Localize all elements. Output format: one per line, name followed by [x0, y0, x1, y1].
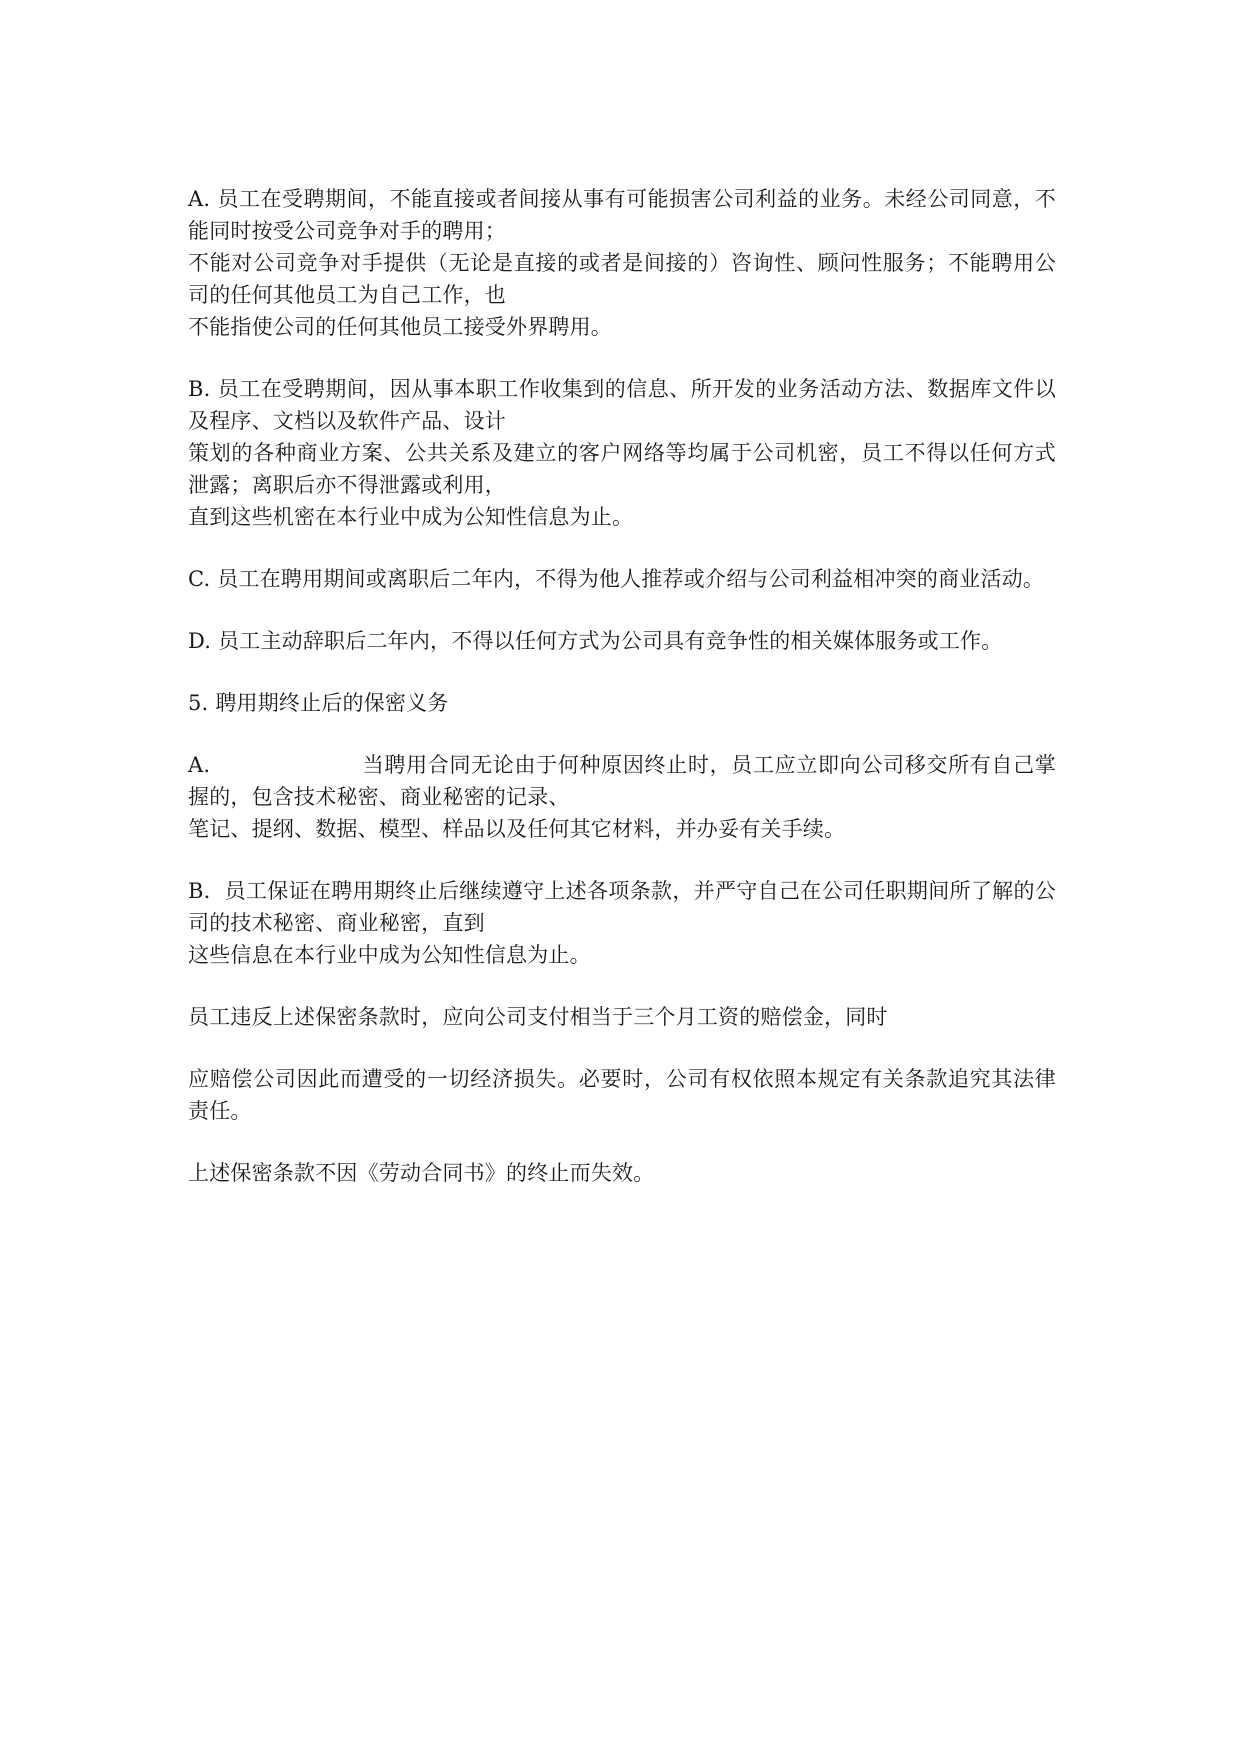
clause-label: B.: [188, 377, 211, 401]
penalty-clause-2: [188, 1063, 1056, 1127]
clause-label: D.: [188, 629, 212, 653]
clause-line: 不能对公司竞争对手提供（无论是直接的或者是间接的）咨询性、顾问性服务；不能聘用公司的任何其他员工为自己工作，也: [188, 251, 1056, 307]
clause-text: 员工保证在聘用期终止后继续遵守上述各项条款，并严守自己在公司任职期间所了解的公司的技术秘密、商业秘密，直到: [188, 879, 1056, 935]
clause-text: 员工在聘用期间或离职后二年内，不得为他人推荐或介绍与公司利益相冲突的商业活动。: [217, 567, 1045, 591]
section-heading-5: [188, 687, 1056, 719]
clause-line: [188, 563, 1056, 595]
clause-line: 笔记、提纲、数据、模型、样品以及任何其它材料，并办妥有关手续。: [188, 817, 846, 841]
clause-a-noncompete: [188, 183, 1056, 343]
clause-line: [188, 183, 1056, 247]
clause-line: 直到这些机密在本行业中成为公知性信息为止。: [188, 505, 634, 529]
clause-label: A.: [188, 753, 211, 777]
clause-line: [188, 875, 1056, 939]
penalty-clause-1: [188, 1001, 1056, 1033]
clause-text: 员工在受聘期间，不能直接或者间接从事有可能损害公司利益的业务。未经公司同意，不能同时按受公司竞争对手的聘用；: [188, 187, 1056, 243]
heading-number: 5.: [188, 691, 209, 715]
heading-line: [188, 687, 1056, 719]
clause-line: 策划的各种商业方案、公共关系及建立的客户网络等均属于公司机密，员工不得以任何方式泄露；离职后亦不得泄露或利用，: [188, 441, 1056, 497]
heading-text: 聘用期终止后的保密义务: [215, 691, 449, 715]
clause-label: B.: [188, 879, 211, 903]
clause-text: 员工主动辞职后二年内，不得以任何方式为公司具有竞争性的相关媒体服务或工作。: [218, 629, 1003, 653]
clause-b-after: [188, 875, 1056, 971]
penalty-text: 员工违反上述保密条款时，应向公司支付相当于三个月工资的赔偿金，同时: [188, 1005, 888, 1029]
clause-text: 当聘用合同无论由于何种原因终止时，员工应立即向公司移交所有自己掌握的，包含技术秘密、商业秘密的记录、: [188, 753, 1056, 809]
closing-clause: [188, 1157, 1056, 1189]
closing-text: 上述保密条款不因《劳动合同书》的终止而失效。: [188, 1161, 655, 1185]
clause-label: C.: [188, 567, 211, 591]
clause-line: 这些信息在本行业中成为公知性信息为止。: [188, 943, 591, 967]
clause-line: [188, 749, 1056, 813]
clause-line: [188, 625, 1056, 657]
clause-text: 员工在受聘期间，因从事本职工作收集到的信息、所开发的业务活动方法、数据库文件以及程序、文档以及软件产品、设计: [188, 377, 1056, 433]
clause-line: [188, 373, 1056, 437]
clause-b-confidential: [188, 373, 1056, 533]
document-page: [188, 183, 1056, 1219]
clause-label: A.: [188, 187, 211, 211]
clause-c-recommend: [188, 563, 1056, 595]
clause-line: 不能指使公司的任何其他员工接受外界聘用。: [188, 315, 612, 339]
penalty-text: 应赔偿公司因此而遭受的一切经济损失。必要时，公司有权依照本规定有关条款追究其法律责任。: [188, 1067, 1056, 1123]
clause-a-return: [188, 749, 1056, 845]
clause-d-resign: [188, 625, 1056, 657]
